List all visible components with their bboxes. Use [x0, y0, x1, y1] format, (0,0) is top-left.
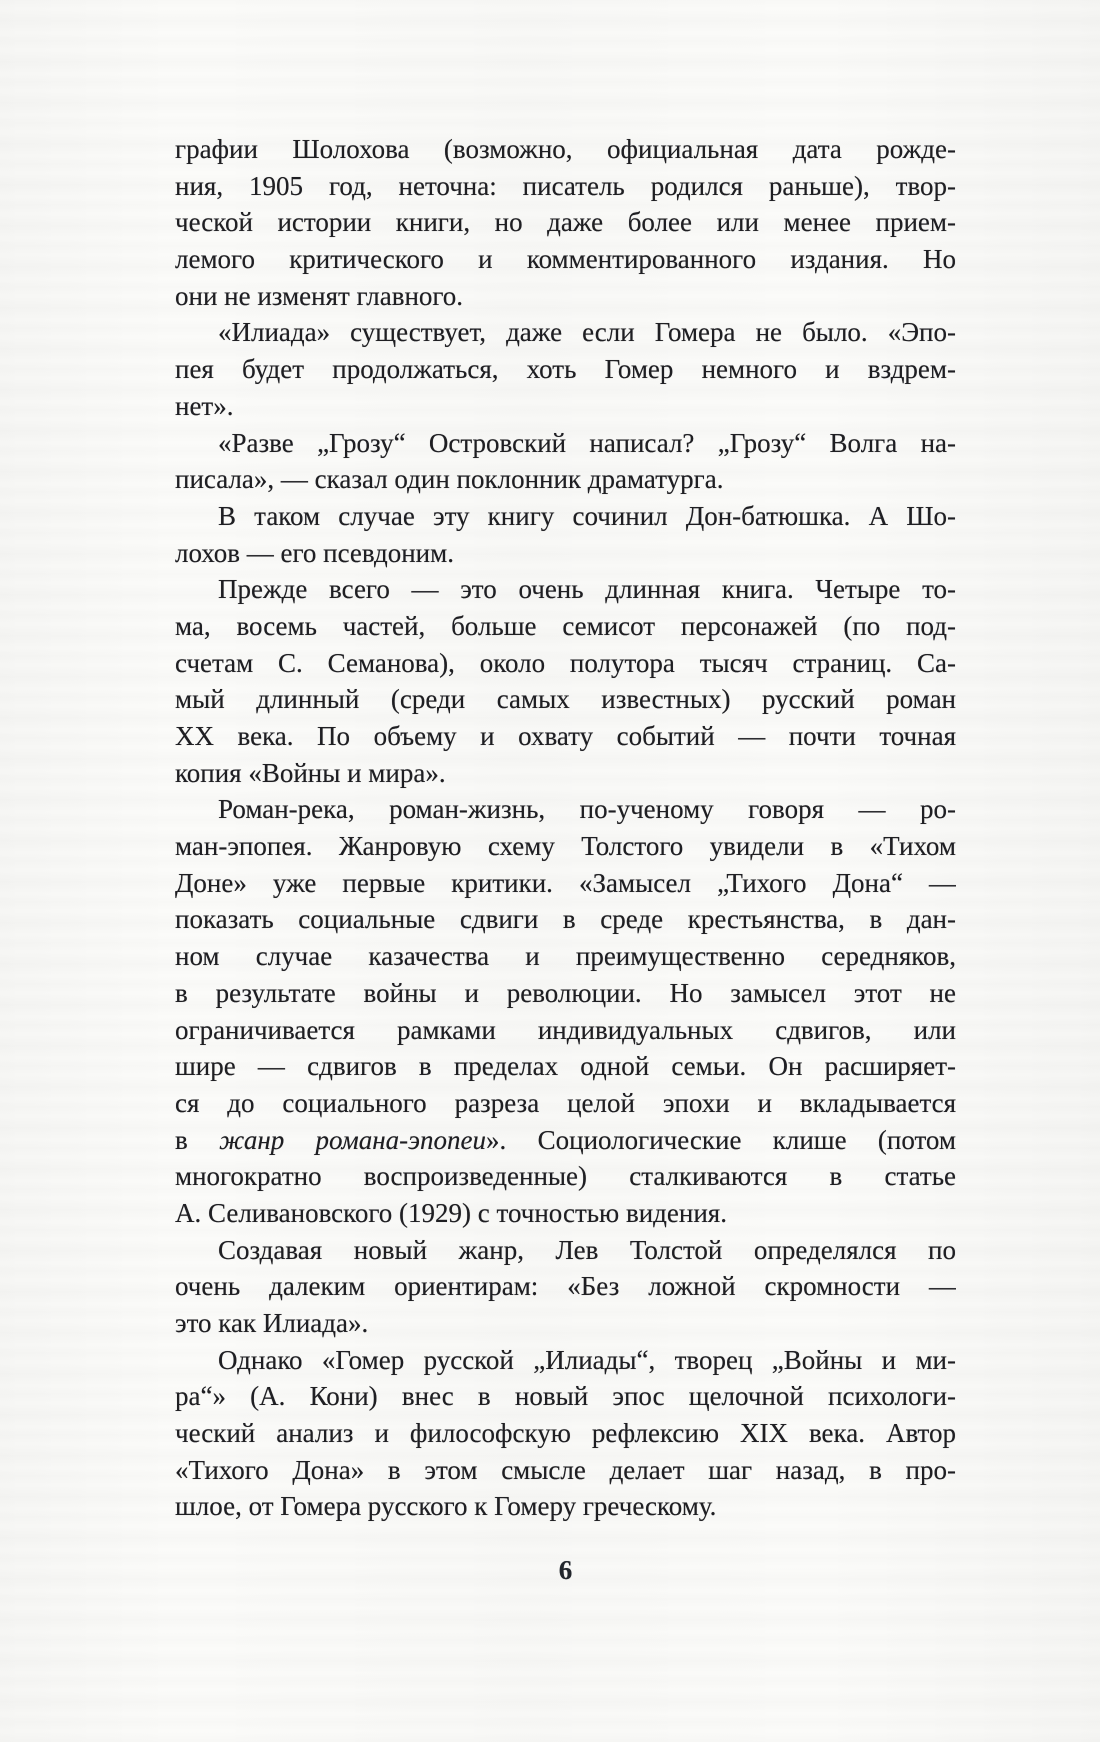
text-line: [175, 645, 956, 682]
text-segment: ра“» (А. Кони) внес в новый эпос щелочной психологи-: [175, 1381, 956, 1412]
text-line: [175, 131, 956, 168]
page-number: 6: [558, 1555, 573, 1585]
text-segment: «Тихого Дона» в этом смысле делает шаг назад, в про-: [175, 1454, 956, 1485]
text-line: [175, 388, 956, 425]
text-line: [175, 1452, 956, 1489]
text-segment: ческой истории книги, но даже более или менее прием-: [175, 207, 956, 238]
text-segment: Роман-река, роман-жизнь, по-ученому говоря — ро-: [218, 794, 956, 825]
text-segment: лохов — его псевдоним.: [175, 537, 454, 568]
text-line: [175, 168, 956, 205]
text-line: [175, 1378, 956, 1415]
text-line: [175, 1085, 956, 1122]
text-segment: Создавая новый жанр, Лев Толстой определялся по: [218, 1234, 956, 1265]
text-segment: они не изменят главного.: [175, 280, 464, 311]
text-segment: «Разве „Грозу“ Островский написал? „Грозу“ Волга на-: [218, 427, 956, 458]
text-line: [175, 1195, 956, 1232]
text-line: [175, 718, 956, 755]
italic-text-segment: жанр романа-эпопеи: [219, 1124, 487, 1155]
text-segment: писала», — сказал один поклонник драматурга.: [175, 464, 724, 495]
text-line: [175, 755, 956, 792]
text-segment: В таком случае эту книгу сочинил Дон-батюшка. А Шо-: [218, 500, 956, 531]
text-line: [175, 1305, 956, 1342]
text-segment: ман-эпопея. Жанровую схему Толстого увидели в «Тихом: [175, 831, 956, 862]
text-segment: нет».: [175, 390, 234, 421]
text-segment: мый длинный (среди самых известных) русский роман: [175, 684, 956, 715]
text-line: [175, 241, 956, 278]
text-segment: ния, 1905 год, неточна: писатель родился раньше), твор-: [175, 170, 956, 201]
text-line: [175, 204, 956, 241]
text-line: [175, 1158, 956, 1195]
text-segment: ном случае казачества и преимущественно середняков,: [175, 941, 956, 972]
text-segment: в: [175, 1124, 220, 1155]
text-segment: ческий анализ и философскую рефлексию XIX века. Автор: [175, 1418, 956, 1449]
text-segment: счетам С. Семанова), около полутора тысяч страниц. Са-: [175, 647, 956, 678]
text-segment: шлое, от Гомера русского к Гомеру греческому.: [175, 1491, 717, 1522]
text-line: [175, 1488, 956, 1525]
text-segment: пея будет продолжаться, хоть Гомер немного и вздрем-: [175, 354, 956, 385]
text-segment: это как Илиада».: [175, 1308, 369, 1338]
text-line: [175, 1122, 956, 1159]
text-segment: Однако «Гомер русской „Илиады“, творец „Войны и ми-: [218, 1344, 956, 1375]
text-segment: ма, восемь частей, больше семисот персонажей (по под-: [175, 610, 956, 641]
text-line: [175, 791, 956, 828]
text-segment: лемого критического и комментированного издания. Но: [175, 244, 956, 275]
text-line: [175, 1268, 956, 1305]
text-segment: ограничивается рамками индивидуальных сдвигов, или: [175, 1014, 956, 1045]
text-line: [175, 865, 956, 902]
text-segment: графии Шолохова (возможно, официальная дата рожде-: [175, 134, 956, 164]
text-line: [175, 938, 956, 975]
text-line: [175, 278, 956, 315]
text-line: [175, 1342, 956, 1379]
text-segment: А. Селивановского (1929) с точностью видения.: [175, 1197, 727, 1228]
text-line: [175, 608, 956, 645]
text-line: [175, 535, 956, 572]
text-line: [175, 571, 956, 608]
text-line: [175, 828, 956, 865]
text-segment: ся до социального разреза целой эпохи и вкладывается: [175, 1087, 956, 1118]
text-segment: многократно воспроизведенные) сталкиваются в статье: [175, 1161, 956, 1192]
text-line: [175, 681, 956, 718]
text-line: [175, 425, 956, 462]
text-line: [175, 351, 956, 388]
text-segment: XX века. По объему и охвату событий — почти точная: [175, 721, 956, 751]
text-line: [175, 461, 956, 498]
text-segment: копия «Войны и мира».: [175, 757, 446, 788]
text-segment: Прежде всего — это очень длинная книга. Четыре то-: [218, 574, 956, 605]
text-line: [175, 1012, 956, 1049]
text-line: [175, 314, 956, 351]
text-segment: в результате войны и революции. Но замысел этот не: [175, 977, 956, 1008]
text-line: [175, 1415, 956, 1452]
text-segment: показать социальные сдвиги в среде крестьянства, в дан-: [175, 904, 956, 935]
text-line: [175, 975, 956, 1012]
text-segment: шире — сдвигов в пределах одной семьи. Он расширяет-: [175, 1051, 956, 1082]
text-line: [175, 1232, 956, 1269]
text-segment: очень далеким ориентирам: «Без ложной скромности —: [175, 1271, 956, 1302]
text-segment: ». Социологические клише (потом: [486, 1124, 956, 1155]
text-segment: «Илиада» существует, даже если Гомера не было. «Эпо-: [218, 317, 956, 348]
text-line: [175, 1048, 956, 1085]
text-line: [175, 901, 956, 938]
text-line: [175, 498, 956, 535]
text-block: [175, 131, 956, 1525]
text-segment: Доне» уже первые критики. «Замысел „Тихого Дона“ —: [175, 867, 956, 898]
